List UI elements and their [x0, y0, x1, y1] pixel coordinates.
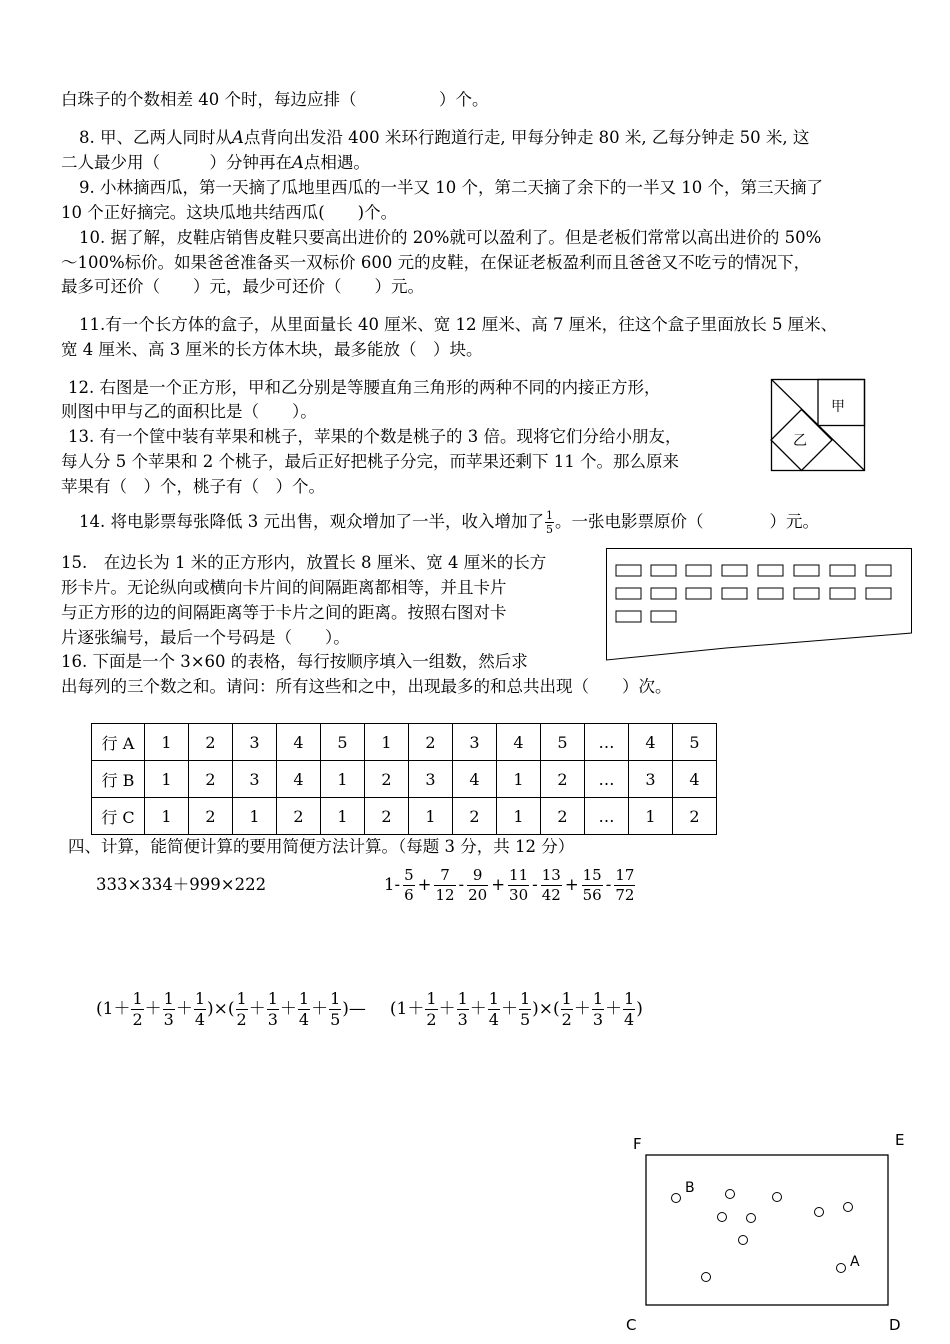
table-cell: 2: [541, 798, 585, 835]
table-cell: 2: [673, 798, 717, 835]
point: [773, 1193, 782, 1202]
table-cell: 2: [189, 761, 233, 798]
table-cell: 5: [541, 724, 585, 761]
corner-c: C: [626, 1316, 637, 1334]
table-cell: 3: [453, 724, 497, 761]
table-cell: 5: [321, 724, 365, 761]
question-10-line-1: 10. 据了解，皮鞋店销售皮鞋只要高出进价的 20%就可以盈利了。但是老板们常常以高出进价的 50%: [79, 228, 822, 247]
fraction: $\frac{9}{20}$: [468, 866, 488, 904]
table-row: [92, 798, 717, 835]
point: [747, 1214, 756, 1223]
point: [739, 1236, 748, 1245]
operator: ＋: [469, 999, 487, 1019]
point: [844, 1203, 853, 1212]
corner-e: E: [895, 1131, 905, 1149]
table-cell: 2: [541, 761, 585, 798]
table-cell: 2: [365, 761, 409, 798]
point-a: [837, 1264, 846, 1273]
table-cell: 1: [497, 761, 541, 798]
question-14: 14. 将电影票每张降低 3 元出售，观众增加了一半，收入增加了 $\frac{1}{5}$ 。一张电影票原价（ ）元。: [79, 509, 819, 536]
table-cell: 1: [321, 761, 365, 798]
table-cell: 4: [497, 724, 541, 761]
fraction: $\frac{1}{2}$: [236, 989, 247, 1029]
question-15-line-3: 与正方形的边的间隔距离等于卡片之间的距离。按照右图对卡: [61, 603, 507, 622]
question-12-line-1: 12. 右图是一个正方形，甲和乙分别是等腰直角三角形的两种不同的内接正方形，: [68, 378, 661, 397]
fraction: $\frac{1}{3}$: [457, 989, 468, 1029]
fraction: $\frac{1}{3}$: [163, 989, 174, 1029]
operator: ＋: [500, 999, 518, 1019]
question-12-line-2: 则图中甲与乙的面积比是（ ）。: [61, 402, 317, 421]
fraction: $\frac{17}{72}$: [615, 866, 635, 904]
calc-1: 333×334＋999×222: [96, 875, 267, 894]
operator: -: [532, 875, 538, 894]
question-16-line-1: 16. 下面是一个 3×60 的表格，每行按顺序填入一组数，然后求: [61, 652, 528, 671]
point: [815, 1208, 824, 1217]
table-cell: 3: [409, 761, 453, 798]
fraction: $\frac{1}{3}$: [267, 989, 278, 1029]
table-cell: 1: [497, 798, 541, 835]
operator: ＋: [573, 999, 591, 1019]
fraction: $\frac{1}{2}$: [561, 989, 572, 1029]
fraction: $\frac{1}{5}$: [545, 509, 553, 536]
point: [726, 1190, 735, 1199]
fraction: $\frac{11}{30}$: [509, 866, 529, 904]
table-cell: …: [585, 761, 629, 798]
corner-f: F: [633, 1135, 642, 1153]
operator: +: [491, 875, 506, 894]
label-a: A: [850, 1254, 860, 1270]
table-cell: 2: [409, 724, 453, 761]
fraction: $\frac{1}{5}$: [519, 989, 531, 1029]
question-13-line-3: 苹果有（ ）个，桃子有（ ）个。: [61, 477, 325, 496]
card-layout-figure: [606, 548, 912, 662]
operator: ＋: [605, 999, 623, 1019]
fraction: $\frac{1}{3}$: [592, 989, 604, 1029]
calc-3: (1＋ $\frac{1}{2}$ ＋ $\frac{1}{3}$ ＋ $\frac{1}{4}$ )×( $\frac{1}{2}$ ＋ $\frac{1}{3}$ ＋ $\frac{1}{4}$ ＋ $\frac{1}{5}$ )— (1＋ $\frac{1}{2}$ ＋ $\frac{1}{3}$ ＋ $\frac{1}{4}$ ＋ $\frac{1}{5}$ )×( $\frac{1}{2}$ ＋ $\frac{1}{3}$ ＋ $\frac{1}{4}$ ): [96, 989, 643, 1029]
fraction: $\frac{1}{4}$: [298, 989, 310, 1029]
fraction: $\frac{1}{2}$: [426, 989, 437, 1029]
operator: -: [605, 875, 612, 894]
table-cell: 1: [145, 798, 189, 835]
row-label: 行 A: [92, 724, 145, 761]
fraction: $\frac{1}{2}$: [132, 989, 143, 1029]
point-b: [672, 1194, 681, 1203]
question-9-line-2: 10 个正好摘完。这块瓜地共结西瓜( )个。: [61, 203, 398, 222]
operator: ＋: [175, 999, 193, 1019]
question-10-line-2: ～100%标价。如果爸爸准备买一双标价 600 元的皮鞋，在保证老板盈利而且爸爸又不吃亏的情况下，: [61, 253, 811, 272]
table-cell: 1: [629, 798, 673, 835]
fraction: $\frac{1}{4}$: [488, 989, 499, 1029]
operator: -: [458, 875, 465, 894]
question-15-line-4: 片逐张编号，最后一个号码是（ ）。: [61, 628, 350, 647]
question-15-line-2: 形卡片。无论纵向或横向卡片间的间隔距离都相等，并且卡片: [61, 578, 507, 597]
square-figure: [771, 379, 865, 471]
table-cell: 4: [629, 724, 673, 761]
row-label: 行 B: [92, 761, 145, 798]
operator: ＋: [279, 999, 297, 1019]
point: [718, 1213, 727, 1222]
table-cell: 1: [409, 798, 453, 835]
table-cell: 4: [277, 724, 321, 761]
fraction: $\frac{1}{5}$: [330, 989, 341, 1029]
table-cell: 2: [189, 798, 233, 835]
table-cell: 5: [673, 724, 717, 761]
table-cell: 4: [453, 761, 497, 798]
table-cell: 4: [673, 761, 717, 798]
table-cell: …: [585, 798, 629, 835]
fraction: $\frac{5}{6}$: [404, 866, 414, 904]
question-10-line-3: 最多可还价（ ）元，最少可还价（ ）元。: [61, 277, 424, 296]
question-8-line-1: 8. 甲、乙两人同时从A点背向出发沿 400 米环行跑道行走, 甲每分钟走 80 米, 乙每分钟走 50 米, 这: [79, 128, 810, 147]
corner-d: D: [889, 1316, 901, 1334]
question-9-line-1: 9. 小林摘西瓜，第一天摘了瓜地里西瓜的一半又 10 个，第二天摘了余下的一半又 10 个，第三天摘了: [79, 178, 823, 197]
operator: ＋: [248, 999, 266, 1019]
line-prev-question: 白珠子的个数相差 40 个时，每边应排（ ）个。: [61, 90, 489, 109]
question-8-line-2: 二人最少用（ ）分钟再在A点相遇。: [61, 153, 370, 172]
operator: +: [564, 875, 579, 894]
table-cell: 1: [321, 798, 365, 835]
question-13-line-2: 每人分 5 个苹果和 2 个桃子，最后正好把桃子分完，而苹果还剩下 11 个。那么原来: [61, 452, 679, 471]
table-cell: 1: [145, 761, 189, 798]
table-cell: 1: [365, 724, 409, 761]
question-15-line-1: 15. 在边长为 1 米的正方形内，放置长 8 厘米、宽 4 厘米的长方: [61, 553, 547, 572]
operator: +: [417, 875, 432, 894]
table-cell: 2: [453, 798, 497, 835]
question-13-line-1: 13. 有一个筐中装有苹果和桃子，苹果的个数是桃子的 3 倍。现将它们分给小朋友，: [68, 427, 682, 446]
fraction: $\frac{13}{42}$: [541, 866, 561, 904]
label-b: B: [685, 1180, 695, 1196]
label-jia: 甲: [831, 399, 845, 415]
row-label: 行 C: [92, 798, 145, 835]
table-cell: 2: [189, 724, 233, 761]
question-11-line-2: 宽 4 厘米、高 3 厘米的长方体木块，最多能放（ ）块。: [61, 340, 483, 359]
table-cell: 1: [233, 798, 277, 835]
table-cell: 3: [233, 724, 277, 761]
operator: ＋: [311, 999, 329, 1019]
section-4-heading: 四、计算，能简便计算的要用简便方法计算。（每题 3 分，共 12 分）: [68, 837, 575, 856]
table-cell: 3: [233, 761, 277, 798]
table-cell: 2: [365, 798, 409, 835]
table-cell: 4: [277, 761, 321, 798]
fraction: $\frac{7}{12}$: [435, 866, 455, 904]
table-cell: …: [585, 724, 629, 761]
table-cell: 1: [145, 724, 189, 761]
points-map-figure: [625, 1130, 910, 1335]
operator: ＋: [144, 999, 162, 1019]
question-16-line-2: 出每列的三个数之和。请问：所有这些和之中，出现最多的和总共出现（ ）次。: [61, 677, 672, 696]
label-yi: 乙: [793, 433, 807, 449]
fraction: $\frac{15}{56}$: [582, 866, 602, 904]
operator: ＋: [438, 999, 456, 1019]
point: [702, 1273, 711, 1282]
fraction: $\frac{1}{4}$: [624, 989, 635, 1029]
table-row: [92, 761, 717, 798]
number-table: [91, 723, 717, 835]
table-cell: 2: [277, 798, 321, 835]
fraction: $\frac{1}{4}$: [194, 989, 206, 1029]
calc-2: 1- $\frac{5}{6}$ + $\frac{7}{12}$ - $\frac{9}{20}$ + $\frac{11}{30}$ - $\frac{13}{42}$ + $\frac{15}{56}$ - $\frac{17}{72}$: [384, 866, 635, 904]
table-row: [92, 724, 717, 761]
point-a-label: A: [232, 128, 244, 147]
table-cell: 3: [629, 761, 673, 798]
question-11-line-1: 11.有一个长方体的盒子，从里面量长 40 厘米、宽 12 厘米、高 7 厘米，往这个盒子里面放长 5 厘米、: [79, 315, 838, 334]
